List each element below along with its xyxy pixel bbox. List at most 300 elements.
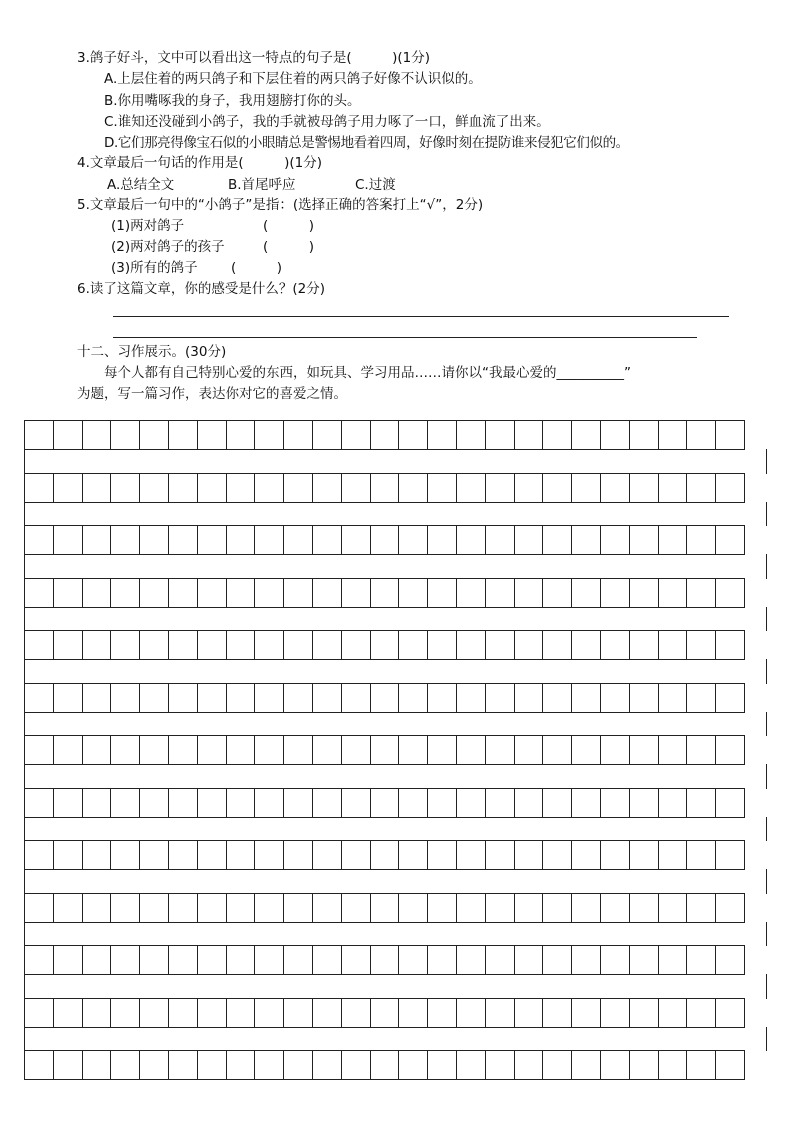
grid-cell[interactable]	[571, 735, 601, 765]
grid-cell[interactable]	[82, 945, 112, 975]
grid-cell[interactable]	[197, 1050, 227, 1080]
grid-cell[interactable]	[485, 683, 515, 713]
grid-cell[interactable]	[110, 630, 140, 660]
grid-cell[interactable]	[197, 893, 227, 923]
grid-cell[interactable]	[283, 735, 313, 765]
grid-cell[interactable]	[571, 998, 601, 1028]
grid-cell[interactable]	[715, 735, 745, 765]
grid-cell[interactable]	[139, 893, 169, 923]
grid-cell[interactable]	[168, 473, 198, 503]
q6-answer-line-1[interactable]	[113, 316, 729, 317]
grid-cell[interactable]	[485, 893, 515, 923]
grid-cell[interactable]	[485, 525, 515, 555]
grid-cell[interactable]	[485, 945, 515, 975]
grid-cell[interactable]	[24, 893, 54, 923]
grid-cell[interactable]	[53, 473, 83, 503]
grid-cell[interactable]	[715, 945, 745, 975]
grid-cell[interactable]	[370, 893, 400, 923]
grid-cell[interactable]	[283, 893, 313, 923]
grid-cell[interactable]	[658, 788, 688, 818]
grid-cell[interactable]	[456, 420, 486, 450]
grid-cell[interactable]	[398, 945, 428, 975]
grid-cell[interactable]	[197, 840, 227, 870]
grid-cell[interactable]	[283, 945, 313, 975]
grid-cell[interactable]	[197, 945, 227, 975]
grid-cell[interactable]	[24, 788, 54, 818]
grid-cell[interactable]	[629, 893, 659, 923]
grid-cell[interactable]	[514, 630, 544, 660]
grid-cell[interactable]	[456, 683, 486, 713]
grid-cell[interactable]	[168, 1050, 198, 1080]
grid-cell[interactable]	[82, 473, 112, 503]
grid-cell[interactable]	[398, 788, 428, 818]
grid-cell[interactable]	[427, 893, 457, 923]
grid-cell[interactable]	[658, 893, 688, 923]
grid-cell[interactable]	[571, 420, 601, 450]
grid-cell[interactable]	[485, 630, 515, 660]
grid-cell[interactable]	[168, 840, 198, 870]
grid-cell[interactable]	[139, 420, 169, 450]
grid-cell[interactable]	[398, 525, 428, 555]
grid-cell[interactable]	[600, 420, 630, 450]
grid-cell[interactable]	[715, 578, 745, 608]
grid-cell[interactable]	[110, 945, 140, 975]
grid-cell[interactable]	[197, 420, 227, 450]
q5-item-2-blank[interactable]: ( )	[263, 239, 315, 255]
grid-cell[interactable]	[226, 630, 256, 660]
grid-cell[interactable]	[514, 683, 544, 713]
grid-cell[interactable]	[254, 893, 284, 923]
grid-cell[interactable]	[398, 630, 428, 660]
grid-cell[interactable]	[168, 525, 198, 555]
grid-cell[interactable]	[686, 420, 716, 450]
grid-cell[interactable]	[139, 630, 169, 660]
grid-cell[interactable]	[600, 578, 630, 608]
grid-cell[interactable]	[254, 840, 284, 870]
grid-cell[interactable]	[456, 473, 486, 503]
grid-cell[interactable]	[254, 683, 284, 713]
grid-cell[interactable]	[226, 998, 256, 1028]
grid-cell[interactable]	[514, 420, 544, 450]
grid-cell[interactable]	[110, 998, 140, 1028]
grid-cell[interactable]	[715, 788, 745, 818]
grid-cell[interactable]	[485, 1050, 515, 1080]
grid-cell[interactable]	[254, 998, 284, 1028]
grid-cell[interactable]	[370, 1050, 400, 1080]
grid-cell[interactable]	[226, 735, 256, 765]
grid-cell[interactable]	[686, 945, 716, 975]
grid-cell[interactable]	[341, 840, 371, 870]
grid-cell[interactable]	[370, 945, 400, 975]
grid-cell[interactable]	[542, 788, 572, 818]
grid-cell[interactable]	[283, 683, 313, 713]
grid-cell[interactable]	[686, 578, 716, 608]
grid-cell[interactable]	[715, 893, 745, 923]
grid-cell[interactable]	[24, 735, 54, 765]
grid-cell[interactable]	[514, 945, 544, 975]
grid-cell[interactable]	[24, 945, 54, 975]
grid-cell[interactable]	[629, 945, 659, 975]
grid-cell[interactable]	[370, 525, 400, 555]
grid-cell[interactable]	[629, 788, 659, 818]
grid-cell[interactable]	[485, 840, 515, 870]
grid-cell[interactable]	[197, 735, 227, 765]
grid-cell[interactable]	[398, 1050, 428, 1080]
grid-cell[interactable]	[686, 630, 716, 660]
grid-cell[interactable]	[485, 788, 515, 818]
grid-cell[interactable]	[715, 473, 745, 503]
grid-cell[interactable]	[370, 578, 400, 608]
grid-cell[interactable]	[370, 473, 400, 503]
grid-cell[interactable]	[485, 473, 515, 503]
grid-cell[interactable]	[312, 473, 342, 503]
grid-cell[interactable]	[312, 735, 342, 765]
grid-cell[interactable]	[53, 788, 83, 818]
grid-cell[interactable]	[139, 683, 169, 713]
grid-cell[interactable]	[139, 525, 169, 555]
grid-cell[interactable]	[658, 735, 688, 765]
grid-cell[interactable]	[110, 735, 140, 765]
grid-cell[interactable]	[427, 1050, 457, 1080]
grid-cell[interactable]	[658, 945, 688, 975]
q5-item-3-blank[interactable]: ( )	[231, 260, 283, 276]
grid-cell[interactable]	[283, 525, 313, 555]
grid-cell[interactable]	[485, 578, 515, 608]
grid-cell[interactable]	[226, 525, 256, 555]
grid-cell[interactable]	[110, 525, 140, 555]
grid-cell[interactable]	[571, 840, 601, 870]
grid-cell[interactable]	[514, 788, 544, 818]
grid-cell[interactable]	[686, 1050, 716, 1080]
grid-cell[interactable]	[254, 630, 284, 660]
grid-cell[interactable]	[686, 525, 716, 555]
grid-cell[interactable]	[254, 735, 284, 765]
grid-cell[interactable]	[312, 420, 342, 450]
grid-cell[interactable]	[341, 735, 371, 765]
grid-cell[interactable]	[370, 630, 400, 660]
grid-cell[interactable]	[715, 683, 745, 713]
grid-cell[interactable]	[542, 630, 572, 660]
grid-cell[interactable]	[139, 473, 169, 503]
grid-cell[interactable]	[312, 525, 342, 555]
grid-cell[interactable]	[686, 893, 716, 923]
grid-cell[interactable]	[715, 840, 745, 870]
grid-cell[interactable]	[658, 630, 688, 660]
grid-cell[interactable]	[197, 683, 227, 713]
grid-cell[interactable]	[427, 735, 457, 765]
grid-cell[interactable]	[53, 525, 83, 555]
grid-cell[interactable]	[139, 1050, 169, 1080]
grid-cell[interactable]	[82, 788, 112, 818]
grid-cell[interactable]	[370, 840, 400, 870]
grid-cell[interactable]	[427, 630, 457, 660]
grid-cell[interactable]	[24, 683, 54, 713]
grid-cell[interactable]	[341, 998, 371, 1028]
grid-cell[interactable]	[139, 735, 169, 765]
grid-cell[interactable]	[542, 1050, 572, 1080]
grid-cell[interactable]	[254, 578, 284, 608]
grid-cell[interactable]	[24, 630, 54, 660]
grid-cell[interactable]	[600, 840, 630, 870]
grid-cell[interactable]	[283, 788, 313, 818]
grid-cell[interactable]	[456, 1050, 486, 1080]
grid-cell[interactable]	[312, 998, 342, 1028]
grid-cell[interactable]	[312, 630, 342, 660]
grid-cell[interactable]	[398, 893, 428, 923]
grid-cell[interactable]	[226, 420, 256, 450]
grid-cell[interactable]	[197, 525, 227, 555]
grid-cell[interactable]	[24, 525, 54, 555]
grid-cell[interactable]	[283, 578, 313, 608]
grid-cell[interactable]	[571, 683, 601, 713]
grid-cell[interactable]	[226, 473, 256, 503]
grid-cell[interactable]	[341, 893, 371, 923]
grid-cell[interactable]	[226, 683, 256, 713]
grid-cell[interactable]	[53, 683, 83, 713]
grid-cell[interactable]	[254, 788, 284, 818]
grid-cell[interactable]	[398, 473, 428, 503]
grid-cell[interactable]	[139, 788, 169, 818]
grid-cell[interactable]	[514, 578, 544, 608]
grid-cell[interactable]	[514, 998, 544, 1028]
grid-cell[interactable]	[658, 578, 688, 608]
grid-cell[interactable]	[110, 1050, 140, 1080]
grid-cell[interactable]	[398, 735, 428, 765]
grid-cell[interactable]	[629, 420, 659, 450]
grid-cell[interactable]	[629, 840, 659, 870]
grid-cell[interactable]	[427, 683, 457, 713]
grid-cell[interactable]	[168, 630, 198, 660]
grid-cell[interactable]	[514, 473, 544, 503]
grid-cell[interactable]	[427, 473, 457, 503]
grid-cell[interactable]	[514, 735, 544, 765]
grid-cell[interactable]	[427, 840, 457, 870]
grid-cell[interactable]	[226, 788, 256, 818]
grid-cell[interactable]	[686, 683, 716, 713]
grid-cell[interactable]	[686, 840, 716, 870]
grid-cell[interactable]	[600, 525, 630, 555]
grid-cell[interactable]	[53, 945, 83, 975]
grid-cell[interactable]	[283, 473, 313, 503]
grid-cell[interactable]	[24, 1050, 54, 1080]
grid-cell[interactable]	[341, 788, 371, 818]
grid-cell[interactable]	[571, 525, 601, 555]
grid-cell[interactable]	[427, 998, 457, 1028]
grid-cell[interactable]	[312, 1050, 342, 1080]
grid-cell[interactable]	[629, 630, 659, 660]
grid-cell[interactable]	[168, 788, 198, 818]
grid-cell[interactable]	[658, 420, 688, 450]
grid-cell[interactable]	[53, 578, 83, 608]
grid-cell[interactable]	[283, 998, 313, 1028]
grid-cell[interactable]	[312, 578, 342, 608]
grid-cell[interactable]	[226, 1050, 256, 1080]
grid-cell[interactable]	[600, 735, 630, 765]
grid-cell[interactable]	[226, 893, 256, 923]
grid-cell[interactable]	[485, 735, 515, 765]
q5-item-1-blank[interactable]: ( )	[263, 218, 315, 234]
grid-cell[interactable]	[53, 630, 83, 660]
grid-cell[interactable]	[312, 788, 342, 818]
grid-cell[interactable]	[571, 788, 601, 818]
grid-cell[interactable]	[24, 840, 54, 870]
grid-cell[interactable]	[226, 578, 256, 608]
grid-cell[interactable]	[139, 998, 169, 1028]
grid-cell[interactable]	[571, 630, 601, 660]
grid-cell[interactable]	[312, 683, 342, 713]
grid-cell[interactable]	[629, 683, 659, 713]
grid-cell[interactable]	[341, 1050, 371, 1080]
grid-cell[interactable]	[110, 840, 140, 870]
grid-cell[interactable]	[53, 998, 83, 1028]
grid-cell[interactable]	[370, 735, 400, 765]
grid-cell[interactable]	[341, 525, 371, 555]
grid-cell[interactable]	[542, 945, 572, 975]
grid-cell[interactable]	[456, 840, 486, 870]
grid-cell[interactable]	[514, 1050, 544, 1080]
grid-cell[interactable]	[398, 998, 428, 1028]
grid-cell[interactable]	[600, 998, 630, 1028]
grid-cell[interactable]	[456, 735, 486, 765]
grid-cell[interactable]	[686, 735, 716, 765]
grid-cell[interactable]	[542, 735, 572, 765]
grid-cell[interactable]	[341, 578, 371, 608]
grid-cell[interactable]	[715, 420, 745, 450]
grid-cell[interactable]	[24, 998, 54, 1028]
grid-cell[interactable]	[629, 735, 659, 765]
grid-cell[interactable]	[341, 473, 371, 503]
grid-cell[interactable]	[341, 420, 371, 450]
grid-cell[interactable]	[254, 945, 284, 975]
grid-cell[interactable]	[456, 630, 486, 660]
grid-cell[interactable]	[82, 998, 112, 1028]
grid-cell[interactable]	[53, 1050, 83, 1080]
grid-cell[interactable]	[226, 945, 256, 975]
grid-cell[interactable]	[600, 473, 630, 503]
grid-cell[interactable]	[658, 1050, 688, 1080]
grid-cell[interactable]	[370, 420, 400, 450]
grid-cell[interactable]	[571, 893, 601, 923]
grid-cell[interactable]	[571, 578, 601, 608]
q6-answer-line-2[interactable]	[113, 337, 697, 338]
grid-cell[interactable]	[600, 630, 630, 660]
grid-cell[interactable]	[456, 525, 486, 555]
grid-cell[interactable]	[341, 945, 371, 975]
grid-cell[interactable]	[514, 840, 544, 870]
grid-cell[interactable]	[715, 630, 745, 660]
grid-cell[interactable]	[110, 473, 140, 503]
grid-cell[interactable]	[542, 578, 572, 608]
grid-cell[interactable]	[226, 840, 256, 870]
grid-cell[interactable]	[110, 683, 140, 713]
grid-cell[interactable]	[485, 998, 515, 1028]
grid-cell[interactable]	[254, 525, 284, 555]
grid-cell[interactable]	[600, 1050, 630, 1080]
grid-cell[interactable]	[24, 578, 54, 608]
grid-cell[interactable]	[629, 578, 659, 608]
grid-cell[interactable]	[53, 735, 83, 765]
grid-cell[interactable]	[456, 893, 486, 923]
grid-cell[interactable]	[456, 788, 486, 818]
grid-cell[interactable]	[398, 420, 428, 450]
grid-cell[interactable]	[514, 893, 544, 923]
grid-cell[interactable]	[542, 473, 572, 503]
grid-cell[interactable]	[427, 578, 457, 608]
grid-cell[interactable]	[686, 788, 716, 818]
grid-cell[interactable]	[427, 420, 457, 450]
grid-cell[interactable]	[715, 998, 745, 1028]
grid-cell[interactable]	[341, 683, 371, 713]
grid-cell[interactable]	[571, 473, 601, 503]
grid-cell[interactable]	[600, 945, 630, 975]
grid-cell[interactable]	[197, 630, 227, 660]
grid-cell[interactable]	[197, 473, 227, 503]
grid-cell[interactable]	[82, 420, 112, 450]
grid-cell[interactable]	[398, 840, 428, 870]
grid-cell[interactable]	[110, 893, 140, 923]
grid-cell[interactable]	[542, 840, 572, 870]
grid-cell[interactable]	[82, 578, 112, 608]
grid-cell[interactable]	[600, 788, 630, 818]
grid-cell[interactable]	[110, 420, 140, 450]
grid-cell[interactable]	[398, 683, 428, 713]
grid-cell[interactable]	[82, 525, 112, 555]
grid-cell[interactable]	[139, 578, 169, 608]
grid-cell[interactable]	[197, 998, 227, 1028]
grid-cell[interactable]	[571, 1050, 601, 1080]
grid-cell[interactable]	[600, 683, 630, 713]
grid-cell[interactable]	[53, 840, 83, 870]
grid-cell[interactable]	[427, 525, 457, 555]
grid-cell[interactable]	[370, 683, 400, 713]
grid-cell[interactable]	[254, 473, 284, 503]
grid-cell[interactable]	[514, 525, 544, 555]
grid-cell[interactable]	[658, 473, 688, 503]
grid-cell[interactable]	[370, 998, 400, 1028]
grid-cell[interactable]	[82, 893, 112, 923]
grid-cell[interactable]	[53, 893, 83, 923]
grid-cell[interactable]	[82, 630, 112, 660]
grid-cell[interactable]	[82, 683, 112, 713]
grid-cell[interactable]	[168, 420, 198, 450]
grid-cell[interactable]	[168, 578, 198, 608]
grid-cell[interactable]	[53, 420, 83, 450]
grid-cell[interactable]	[658, 525, 688, 555]
grid-cell[interactable]	[456, 998, 486, 1028]
grid-cell[interactable]	[658, 683, 688, 713]
grid-cell[interactable]	[629, 525, 659, 555]
grid-cell[interactable]	[629, 998, 659, 1028]
grid-cell[interactable]	[542, 998, 572, 1028]
grid-cell[interactable]	[110, 788, 140, 818]
grid-cell[interactable]	[398, 578, 428, 608]
grid-cell[interactable]	[542, 525, 572, 555]
grid-cell[interactable]	[254, 420, 284, 450]
grid-cell[interactable]	[283, 1050, 313, 1080]
grid-cell[interactable]	[283, 630, 313, 660]
grid-cell[interactable]	[600, 893, 630, 923]
grid-cell[interactable]	[168, 735, 198, 765]
grid-cell[interactable]	[686, 473, 716, 503]
grid-cell[interactable]	[658, 998, 688, 1028]
grid-cell[interactable]	[168, 683, 198, 713]
grid-cell[interactable]	[341, 630, 371, 660]
grid-cell[interactable]	[139, 945, 169, 975]
grid-cell[interactable]	[542, 683, 572, 713]
grid-cell[interactable]	[456, 945, 486, 975]
grid-cell[interactable]	[542, 893, 572, 923]
grid-cell[interactable]	[427, 945, 457, 975]
